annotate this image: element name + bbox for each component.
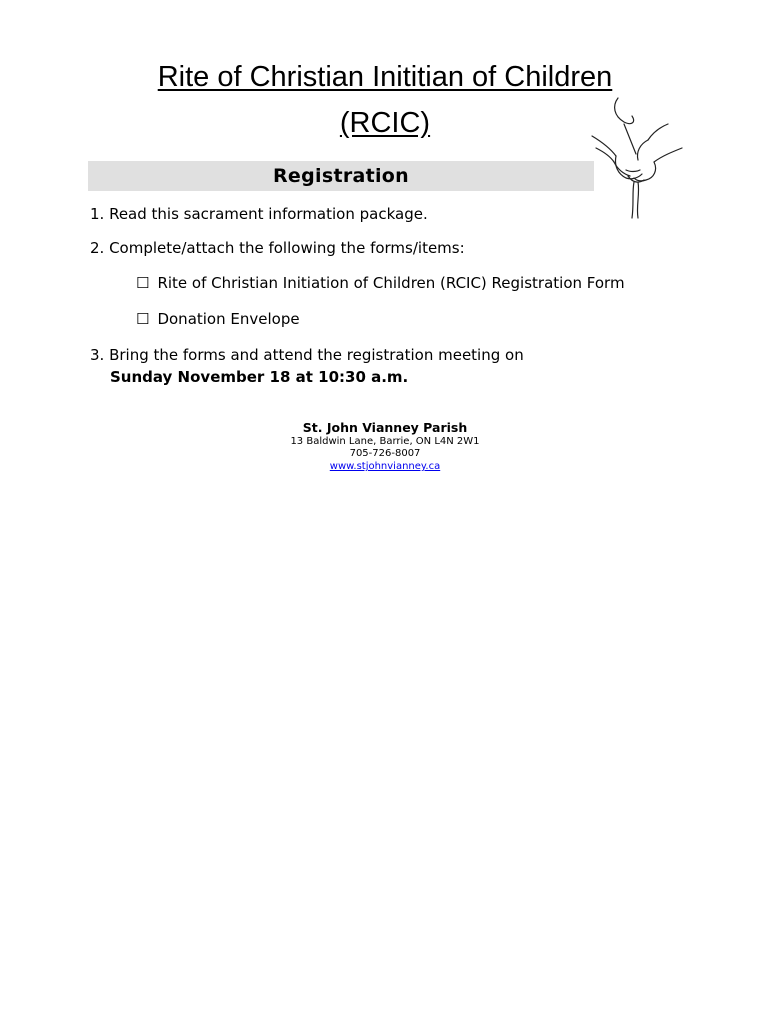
checkbox-icon[interactable]: ☐: [136, 310, 150, 328]
checklist-item-label: Rite of Christian Initiation of Children (RCIC) Registration Form: [157, 274, 625, 292]
checklist-item-label: Donation Envelope: [157, 310, 300, 328]
section-heading: Registration: [273, 165, 409, 187]
parish-address: 13 Baldwin Lane, Barrie, ON L4N 2W1: [290, 436, 480, 447]
step-1-text: 1. Read this sacrament information package.: [90, 205, 428, 223]
section-band: [88, 161, 594, 191]
parish-phone: 705-726-8007: [349, 448, 421, 459]
step-2-text: 2. Complete/attach the following the forms/items:: [90, 239, 465, 257]
checkbox-icon[interactable]: ☐: [136, 274, 150, 292]
parish-website: [0, 461, 770, 472]
checklist-item: [136, 310, 300, 328]
praying-hands-icon: [588, 96, 688, 222]
step-3-text: 3. Bring the forms and attend the registration meeting on: [90, 346, 524, 364]
document-title-line-1: Rite of Christian Inititian of Children: [157, 61, 613, 93]
meeting-date: Sunday November 18 at 10:30 a.m.: [110, 368, 409, 386]
checklist-item: [136, 274, 625, 292]
document-title-line-2: (RCIC): [339, 107, 431, 139]
parish-name: St. John Vianney Parish: [302, 420, 468, 435]
website-link[interactable]: www.stjohnvianney.ca: [329, 461, 441, 472]
